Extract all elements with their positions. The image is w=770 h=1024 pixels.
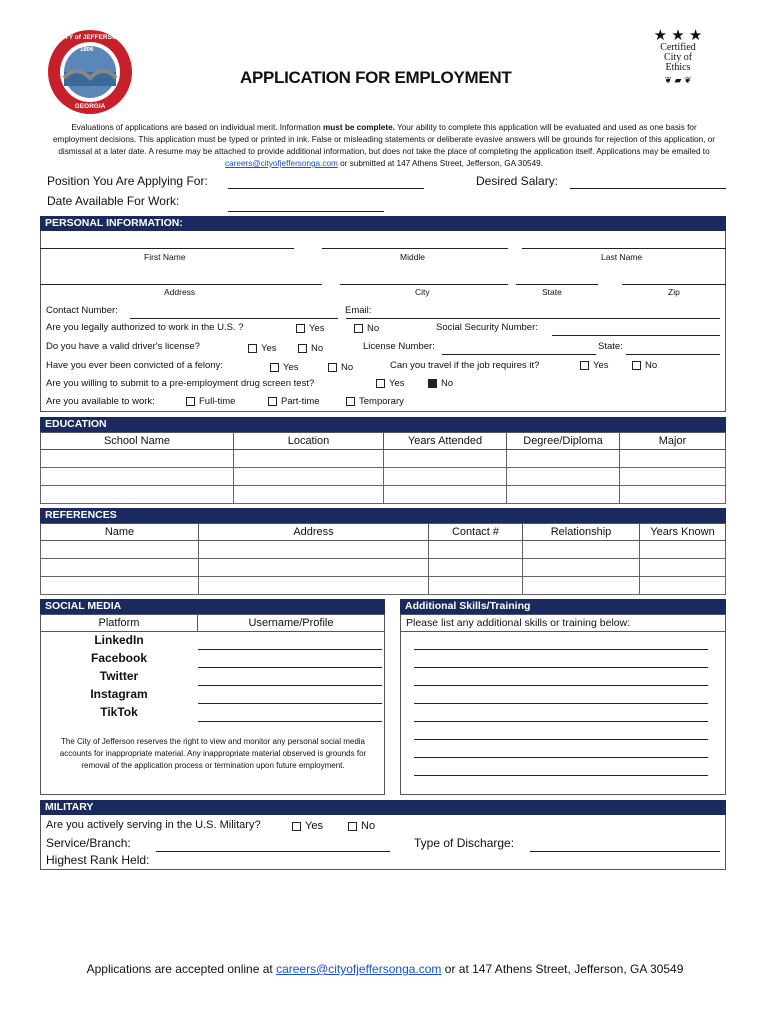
references-col-years: Years Known <box>640 524 726 541</box>
table-row <box>41 577 726 595</box>
seal-text-top: CITY of JEFFERSON <box>58 34 122 41</box>
references-col-relationship: Relationship <box>523 524 640 541</box>
social-platform-facebook: Facebook <box>90 651 147 665</box>
checkbox-icon[interactable] <box>354 324 363 333</box>
skills-line[interactable] <box>414 667 708 668</box>
table-row <box>41 486 726 504</box>
discharge-type-field[interactable] <box>530 851 720 852</box>
social-platform-twitter: Twitter <box>99 669 139 683</box>
ethics-line2: City of <box>663 52 693 63</box>
ethics-line3: Ethics <box>665 62 691 73</box>
skills-prompt: Please list any additional skills or training below: <box>400 614 726 632</box>
table-cell[interactable] <box>640 577 726 595</box>
address-field[interactable] <box>40 284 322 285</box>
ethics-line1: Certified <box>660 42 696 53</box>
table-cell[interactable] <box>234 486 384 504</box>
personal-info-heading: PERSONAL INFORMATION: <box>40 216 726 231</box>
salary-field[interactable] <box>570 188 726 189</box>
military-heading: MILITARY <box>40 800 726 815</box>
first-name-caption: First Name <box>144 252 186 262</box>
linkedin-username-field[interactable] <box>198 649 382 650</box>
table-cell[interactable] <box>41 577 199 595</box>
table-cell[interactable] <box>384 486 507 504</box>
city-seal-logo <box>46 28 134 116</box>
license-state-field[interactable] <box>626 354 720 355</box>
table-cell[interactable] <box>41 450 234 468</box>
skills-line[interactable] <box>414 757 708 758</box>
skills-line[interactable] <box>414 739 708 740</box>
social-col-platform: Platform <box>40 614 198 632</box>
table-cell[interactable] <box>429 577 523 595</box>
table-cell[interactable] <box>507 468 620 486</box>
facebook-username-field[interactable] <box>198 667 382 668</box>
instagram-username-field[interactable] <box>198 703 382 704</box>
table-cell[interactable] <box>640 541 726 559</box>
address-caption: Address <box>164 287 196 297</box>
military-yes[interactable]: Yes <box>292 820 323 832</box>
table-cell[interactable] <box>41 486 234 504</box>
availability-temporary[interactable]: Temporary <box>346 396 404 407</box>
table-cell[interactable] <box>523 541 640 559</box>
table-row <box>41 541 726 559</box>
city-field[interactable] <box>340 284 508 285</box>
zip-field[interactable] <box>622 284 726 285</box>
military-no[interactable]: No <box>348 820 375 832</box>
education-col-location: Location <box>234 433 384 450</box>
checkbox-icon[interactable] <box>328 363 337 372</box>
checkbox-icon[interactable] <box>186 397 195 406</box>
education-col-years: Years Attended <box>384 433 507 450</box>
social-platform-linkedin: LinkedIn <box>94 633 144 647</box>
social-platform-instagram: Instagram <box>90 687 148 701</box>
drug-test-no[interactable]: No <box>428 378 453 389</box>
table-cell[interactable] <box>620 450 726 468</box>
first-name-field[interactable] <box>40 248 294 249</box>
availability-question: Are you available to work: <box>46 396 155 407</box>
position-field[interactable] <box>228 188 424 189</box>
footer-email-link[interactable]: careers@cityofjeffersonga.com <box>276 962 442 976</box>
table-cell[interactable] <box>640 559 726 577</box>
zip-caption: Zip <box>668 287 680 297</box>
education-header-row <box>41 433 726 450</box>
education-table <box>40 432 726 504</box>
drug-test-question: Are you willing to submit to a pre-employment drug screen test? <box>46 378 315 389</box>
felony-no[interactable]: No <box>328 362 353 373</box>
page-title: APPLICATION FOR EMPLOYMENT <box>240 68 512 87</box>
salary-label: Desired Salary: <box>476 174 559 188</box>
table-cell[interactable] <box>620 486 726 504</box>
checkbox-icon[interactable] <box>292 822 301 831</box>
references-table <box>40 523 726 595</box>
social-media-notice: The City of Jefferson reserves the right to view and monitor any personal social media accounts for inappropriate material. Any inappropriate material observed is grounds for removal of the application process or termination upon future employment. <box>59 737 367 770</box>
skills-line[interactable] <box>414 685 708 686</box>
table-cell[interactable] <box>429 559 523 577</box>
drug-test-yes[interactable]: Yes <box>376 378 405 389</box>
table-cell[interactable] <box>384 450 507 468</box>
last-name-caption: Last Name <box>601 252 643 262</box>
references-col-name: Name <box>41 524 199 541</box>
license-yes[interactable]: Yes <box>248 343 277 354</box>
table-cell[interactable] <box>384 468 507 486</box>
highest-rank-label: Highest Rank Held: <box>46 853 150 867</box>
felony-question: Have you ever been convicted of a felony: <box>46 360 223 371</box>
references-header-row <box>41 524 726 541</box>
ssn-label: Social Security Number: <box>436 322 538 333</box>
table-cell[interactable] <box>234 450 384 468</box>
skills-line[interactable] <box>414 649 708 650</box>
service-branch-field[interactable] <box>156 851 390 852</box>
state-field[interactable] <box>516 284 598 285</box>
license-state-label: State: <box>598 341 623 352</box>
ssn-field[interactable] <box>552 335 720 336</box>
social-media-heading: SOCIAL MEDIA <box>40 599 385 614</box>
laurel-icon: ❦ ▰ ❦ <box>664 75 692 85</box>
service-branch-label: Service/Branch: <box>46 836 131 850</box>
social-platform-tiktok: TikTok <box>100 705 138 719</box>
checkbox-checked-icon[interactable] <box>428 379 437 388</box>
date-available-field[interactable] <box>228 211 384 212</box>
email-field[interactable] <box>346 318 720 319</box>
travel-no[interactable]: No <box>632 360 657 371</box>
availability-parttime[interactable]: Part-time <box>268 396 320 407</box>
intro-paragraph: Evaluations of applications are based on individual merit. Information must be complete. Your ability to complete this application will be evaluated and used as one basis for employment decisions. This application must be typed or printed in ink. False or misleading statements or deliberate evasive answers will be grounds for rejection of this application, or dismissal at a later date. A resume may be attached to provide additional information, but does not take the place of completing the application itself. Applications may be emailed to careers@cityofjeffersonga.com or submitted at 147 Athens Street, Jefferson, GA 30549. <box>52 123 715 168</box>
table-row <box>41 559 726 577</box>
table-cell[interactable] <box>199 577 429 595</box>
checkbox-icon[interactable] <box>346 397 355 406</box>
last-name-field[interactable] <box>522 248 726 249</box>
checkbox-icon[interactable] <box>248 344 257 353</box>
skills-heading: Additional Skills/Training <box>400 599 726 614</box>
checkbox-icon[interactable] <box>348 822 357 831</box>
table-cell[interactable] <box>620 468 726 486</box>
skills-line[interactable] <box>414 721 708 722</box>
discharge-type-label: Type of Discharge: <box>414 836 515 850</box>
table-cell[interactable] <box>523 577 640 595</box>
date-available-label: Date Available For Work: <box>47 194 180 208</box>
star-icon: ★ ★ ★ <box>653 27 703 44</box>
table-cell[interactable] <box>523 559 640 577</box>
table-cell[interactable] <box>507 486 620 504</box>
checkbox-icon[interactable] <box>580 361 589 370</box>
table-cell[interactable] <box>507 450 620 468</box>
table-cell[interactable] <box>41 468 234 486</box>
skills-line[interactable] <box>414 703 708 704</box>
education-col-major: Major <box>620 433 726 450</box>
intro-email-link[interactable]: careers@cityofjeffersonga.com <box>225 159 338 168</box>
checkbox-icon[interactable] <box>296 324 305 333</box>
social-col-username: Username/Profile <box>197 614 385 632</box>
license-question: Do you have a valid driver's license? <box>46 341 200 352</box>
license-number-field[interactable] <box>442 354 596 355</box>
contact-number-field[interactable] <box>130 318 338 319</box>
certified-ethics-badge <box>640 28 716 112</box>
checkbox-icon[interactable] <box>376 379 385 388</box>
twitter-username-field[interactable] <box>198 685 382 686</box>
education-heading: EDUCATION <box>40 417 726 432</box>
license-number-label: License Number: <box>363 341 435 352</box>
checkbox-icon[interactable] <box>298 344 307 353</box>
contact-number-label: Contact Number: <box>46 305 118 316</box>
table-cell[interactable] <box>234 468 384 486</box>
education-col-school: School Name <box>41 433 234 450</box>
references-col-contact: Contact # <box>429 524 523 541</box>
references-col-address: Address <box>199 524 429 541</box>
position-label: Position You Are Applying For: <box>47 174 208 188</box>
travel-yes[interactable]: Yes <box>580 360 609 371</box>
table-cell[interactable] <box>41 559 199 577</box>
tiktok-username-field[interactable] <box>198 721 382 722</box>
authorized-question: Are you legally authorized to work in the U.S. ? <box>46 322 244 333</box>
middle-name-field[interactable] <box>322 248 508 249</box>
table-row <box>41 468 726 486</box>
table-row <box>41 450 726 468</box>
military-serving-question: Are you actively serving in the U.S. Military? <box>46 819 261 831</box>
table-cell[interactable] <box>41 541 199 559</box>
availability-fulltime[interactable]: Full-time <box>186 396 235 407</box>
license-no[interactable]: No <box>298 343 323 354</box>
references-heading: REFERENCES <box>40 508 726 523</box>
seal-text-bottom: GEORGIA <box>74 103 106 110</box>
middle-name-caption: Middle <box>400 252 426 262</box>
state-caption: State <box>542 287 562 297</box>
checkbox-icon[interactable] <box>270 363 279 372</box>
seal-year: 1806 <box>80 47 94 53</box>
felony-yes[interactable]: Yes <box>270 362 299 373</box>
table-cell[interactable] <box>429 541 523 559</box>
city-caption: City <box>415 287 430 297</box>
education-col-degree: Degree/Diploma <box>507 433 620 450</box>
travel-question: Can you travel if the job requires it? <box>390 360 540 371</box>
email-label: Email: <box>345 305 372 316</box>
skills-line[interactable] <box>414 775 708 776</box>
checkbox-icon[interactable] <box>632 361 641 370</box>
table-cell[interactable] <box>199 541 429 559</box>
footer-note: Applications are accepted online at careers@cityofjeffersonga.com or at 147 Athens Street, Jefferson, GA 30549 <box>86 962 684 976</box>
authorized-yes[interactable]: Yes <box>296 323 325 334</box>
authorized-no[interactable]: No <box>354 323 379 334</box>
checkbox-icon[interactable] <box>268 397 277 406</box>
table-cell[interactable] <box>199 559 429 577</box>
